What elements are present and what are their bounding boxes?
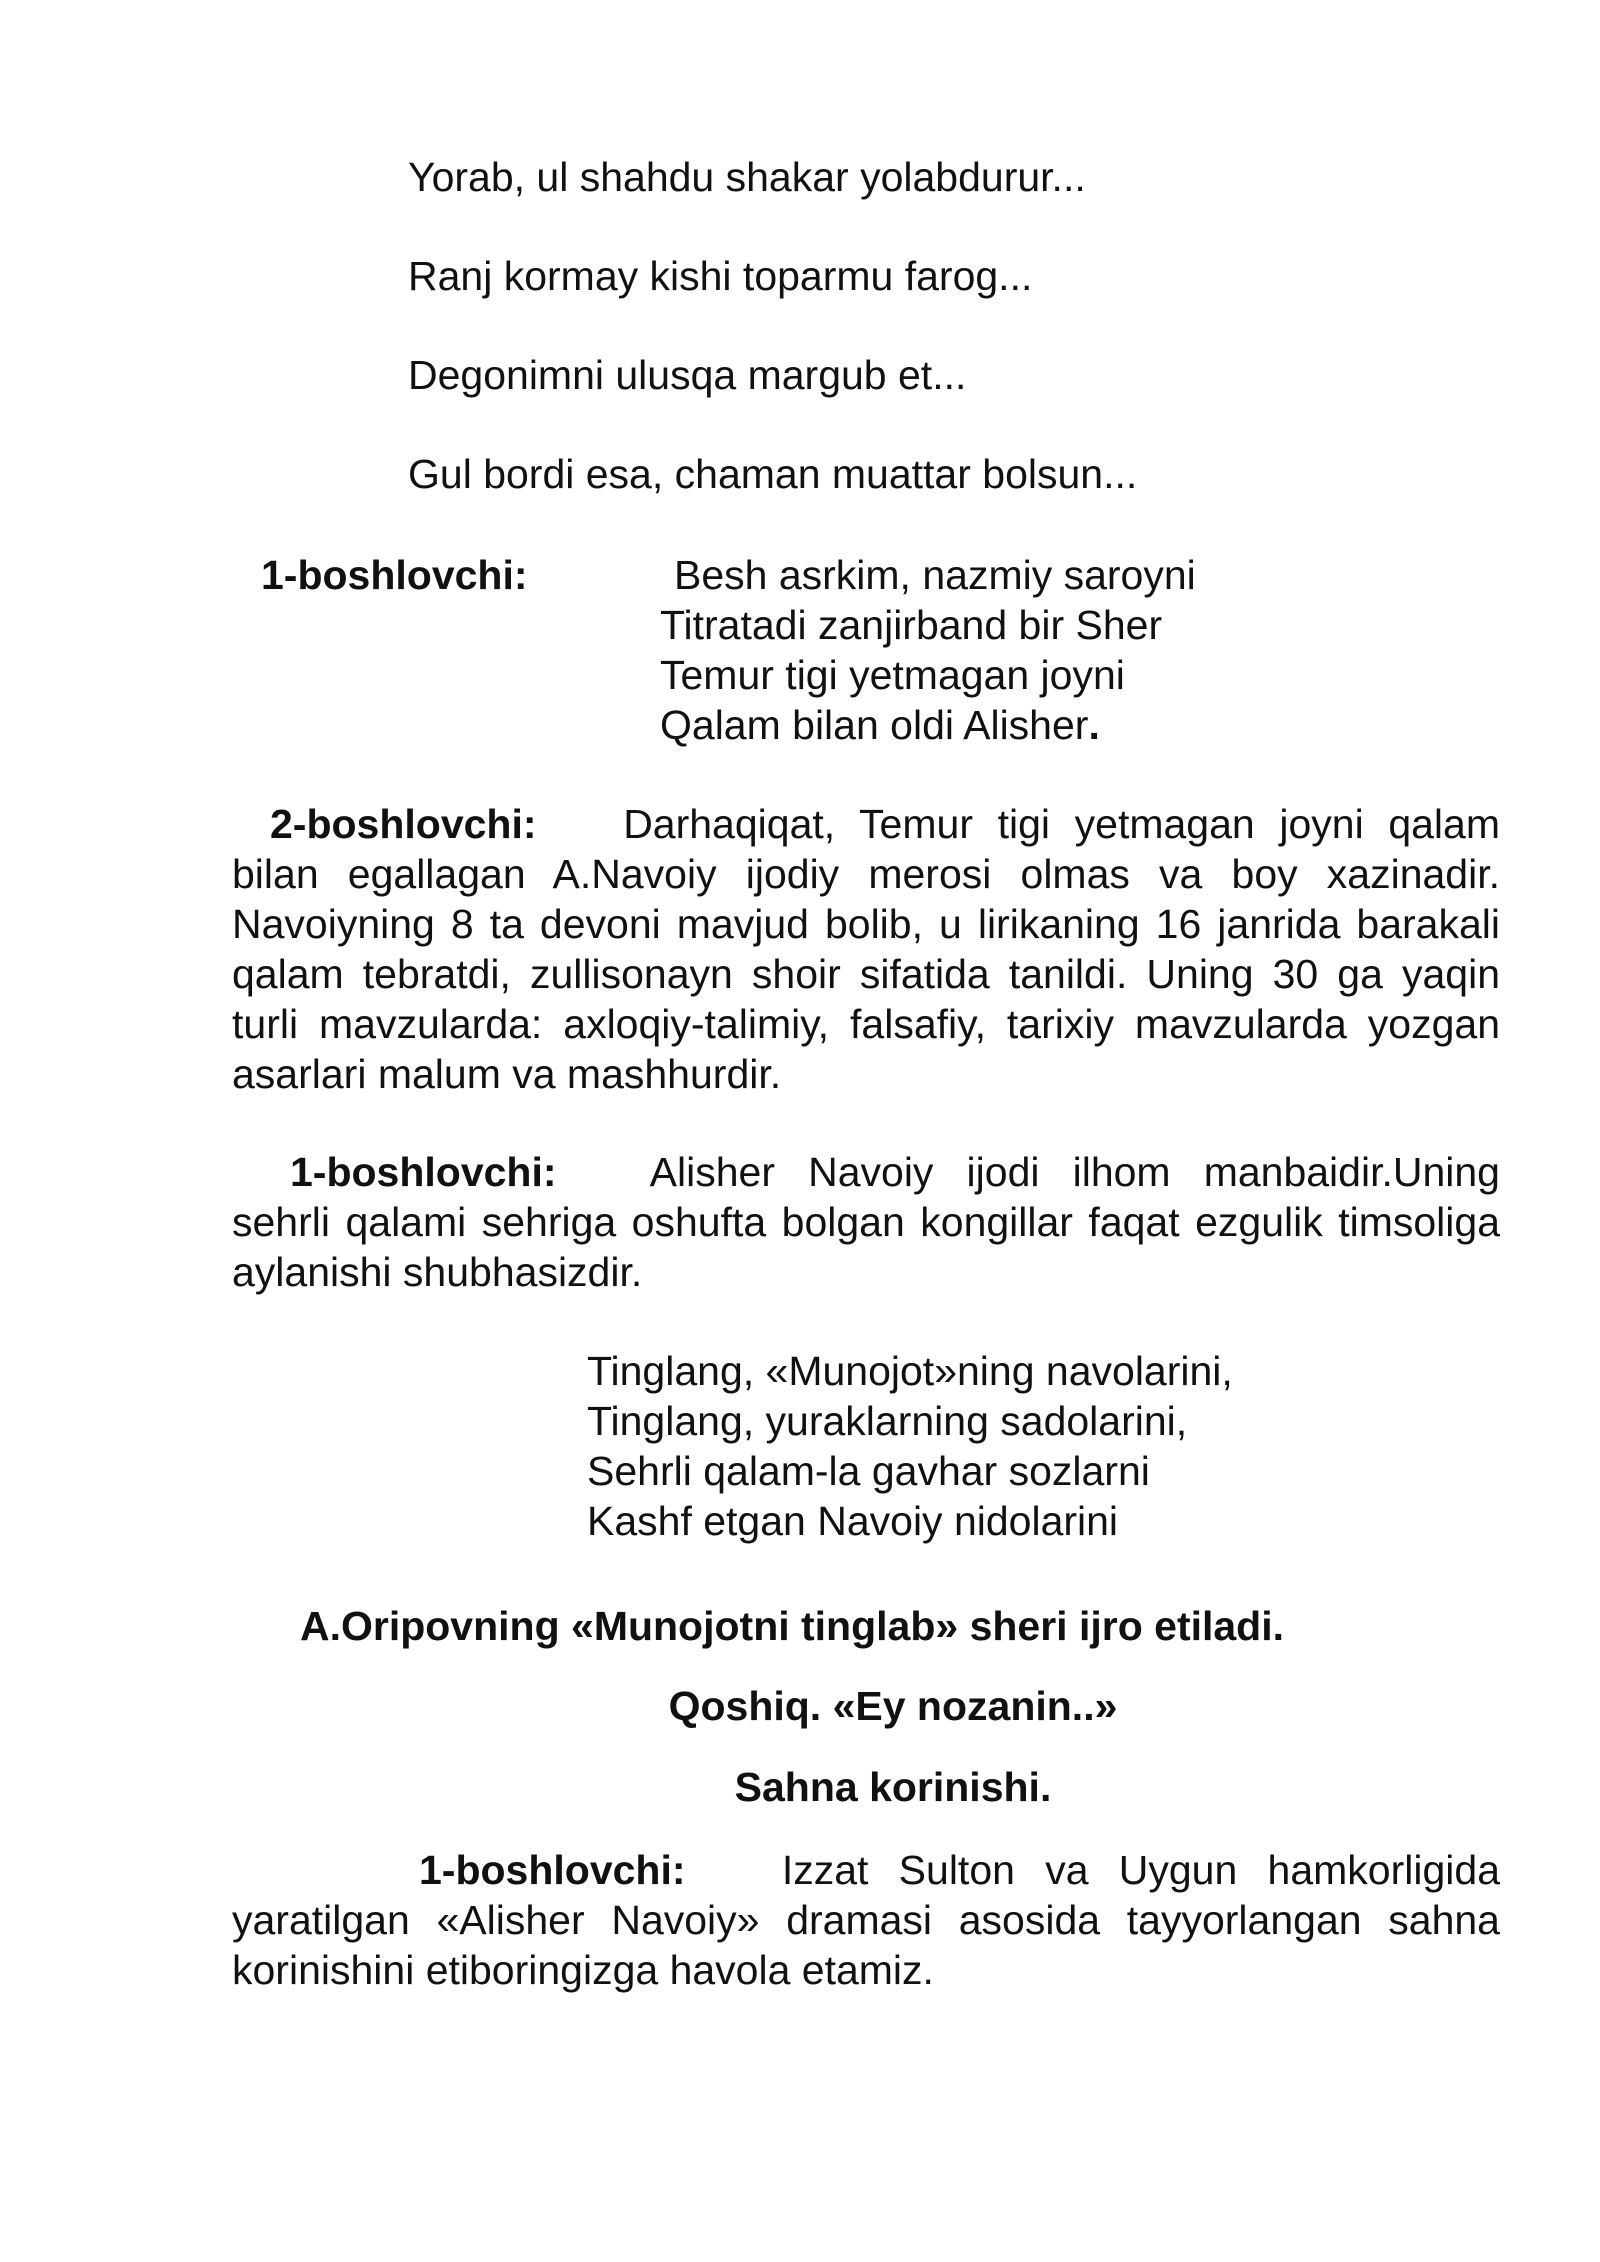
- paragraph-3: [232, 1147, 1500, 1297]
- verse-final-mark: .: [1088, 702, 1100, 748]
- poem-line: Tinglang, yuraklarning sadolarini,: [587, 1398, 1188, 1444]
- paragraph-text: Alisher Navoiy ijodi ilhom manbaidir.Uning sehrli qalami sehriga oshufta bolgan kongillar faqat ezgulik timsoliga aylanishi shubhasizdir.: [232, 1149, 1500, 1295]
- paragraph-4: [232, 1845, 1500, 1995]
- poem-line: Tinglang, «Munojot»ning navolarini,: [587, 1348, 1233, 1394]
- verse-line: [660, 700, 1196, 750]
- verse-stanza: [660, 550, 1196, 750]
- speaker-label: 1-boshlovchi:: [419, 1847, 686, 1893]
- verse-line: Besh asrkim, nazmiy saroyni: [674, 552, 1196, 598]
- poem-line: Sehrli qalam-la gavhar sozlarni: [587, 1448, 1150, 1494]
- scene-heading: Sahna korinishi.: [734, 1764, 1052, 1810]
- speaker-label: 2-boshlovchi:: [270, 801, 537, 847]
- paragraph-text: Darhaqiqat, Temur tigi yetmagan joyni qalam bilan egallagan A.Navoiy ijodiy merosi olmas va boy xazinadir. Navoiyning 8 ta devoni mavjud bolib, u lirikaning 16 janrida barakali qalam tebratdi, zullisonayn shoir sifatida tanildi. Uning 30 ga yaqin turli mavzularda: axloqiy-talimiy, falsafiy, tarixiy mavzularda yozgan asarlari malum va mashhurdir.: [232, 801, 1500, 1097]
- song-heading: Qoshiq. «Ey nozanin..»: [668, 1683, 1118, 1729]
- intro-line-3: Degonimni ulusqa margub et...: [408, 352, 967, 398]
- poem-line: Kashf etgan Navoiy nidolarini: [587, 1498, 1119, 1544]
- poem-stanza: [587, 1346, 1233, 1546]
- speaker-label: 1-boshlovchi:: [261, 552, 528, 598]
- verse-line-text: Qalam bilan oldi Alisher: [660, 702, 1089, 748]
- intro-line-1: Yorab, ul shahdu shakar yolabdurur...: [408, 154, 1086, 200]
- verse-line: Titratadi zanjirband bir Sher: [660, 602, 1163, 648]
- intro-line-4: Gul bordi esa, chaman muattar bolsun...: [408, 451, 1138, 497]
- verse-line: Temur tigi yetmagan joyni: [660, 652, 1125, 698]
- speaker-label: 1-boshlovchi:: [290, 1149, 557, 1195]
- paragraph-text: Izzat Sulton va Uygun hamkorligida yaratilgan «Alisher Navoiy» dramasi asosida tayyorlangan sahna korinishini etiboringizga havola etamiz.: [232, 1847, 1500, 1993]
- intro-line-2: Ranj kormay kishi toparmu farog...: [408, 253, 1033, 299]
- paragraph-2: [232, 799, 1500, 1099]
- performance-heading: A.Oripovning «Munojotni tinglab» sheri ijro etiladi.: [299, 1603, 1285, 1649]
